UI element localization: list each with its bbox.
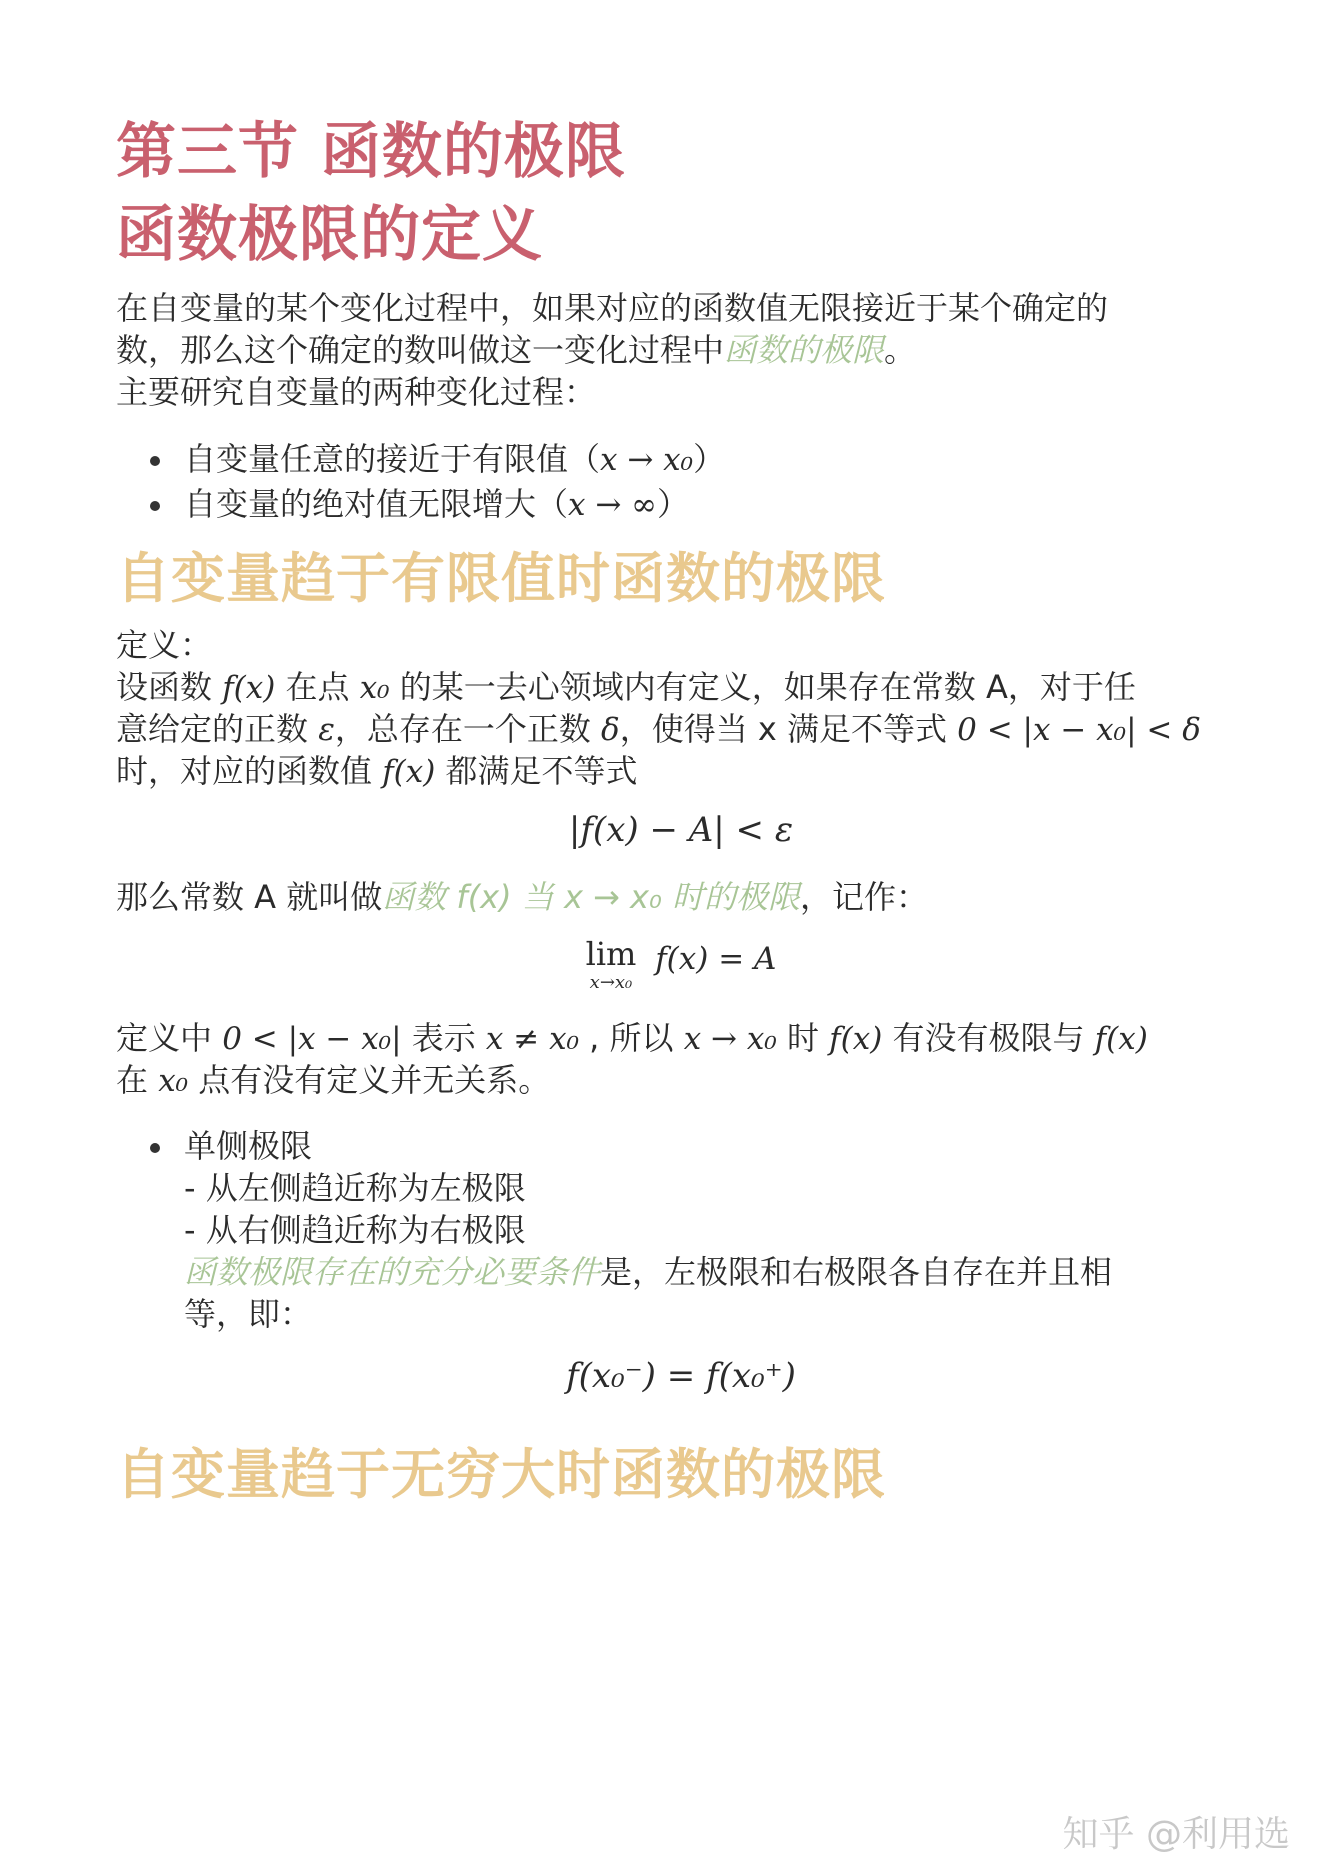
note-line-2: 在 x₀ 点有没有定义并无关系。 bbox=[116, 1061, 551, 1099]
definition-line-3: 时，对应的函数值 f(x) 都满足不等式 bbox=[116, 752, 638, 790]
limit-statement: 那么常数 A 就叫做函数 f(x) 当 x → x₀ 时的极限，记作： bbox=[116, 878, 928, 916]
bullet-icon bbox=[150, 456, 160, 466]
formula-onesided: f(x₀⁻) = f(x₀⁺) bbox=[566, 1356, 796, 1396]
definition-heading: 函数极限的定义 bbox=[116, 200, 543, 270]
formula-inequality: |f(x) − A| < ε bbox=[568, 810, 794, 850]
intro-line-2: 数，那么这个确定的数叫做这一变化过程中函数的极限。 bbox=[116, 331, 917, 369]
highlight-function-limit: 函数的极限 bbox=[724, 331, 885, 369]
definition-line-2: 意给定的正数 ε，总存在一个正数 δ，使得当 x 满足不等式 0 < |x − x₀| < δ bbox=[116, 710, 1201, 748]
note-line-1: 定义中 0 < |x − x₀| 表示 x ≠ x₀ , 所以 x → x₀ 时 f(x) 有没有极限与 f(x) bbox=[116, 1019, 1148, 1057]
onesided-right: - 从右侧趋近称为右极限 bbox=[184, 1211, 526, 1249]
section-title: 第三节 函数的极限 bbox=[116, 117, 626, 187]
finite-value-heading: 自变量趋于有限值时函数的极限 bbox=[116, 547, 886, 610]
condition-line-2: 等，即： bbox=[184, 1295, 313, 1333]
bullet-icon bbox=[150, 501, 160, 511]
intro-line-1: 在自变量的某个变化过程中，如果对应的函数值无限接近于某个确定的 bbox=[116, 289, 1109, 327]
bullet-icon bbox=[150, 1143, 160, 1153]
watermark: 知乎 @利用选 bbox=[1062, 1814, 1290, 1855]
infinity-heading: 自变量趋于无穷大时函数的极限 bbox=[116, 1443, 886, 1506]
onesided-title: 单侧极限 bbox=[184, 1127, 313, 1165]
definition-line-1: 设函数 f(x) 在点 x₀ 的某一去心领域内有定义，如果存在常数 A，对于任 bbox=[116, 668, 1136, 706]
intro-line-3: 主要研究自变量的两种变化过程： bbox=[116, 373, 597, 411]
condition-line-1: 函数极限存在的充分必要条件是，左极限和右极限各自存在并且相 bbox=[184, 1253, 1113, 1291]
onesided-left: - 从左侧趋近称为左极限 bbox=[184, 1169, 526, 1207]
formula-limit: lim x→x₀ f(x) = A bbox=[585, 935, 777, 993]
highlight-necessary-condition: 函数极限存在的充分必要条件 bbox=[184, 1253, 601, 1291]
list-item: 自变量任意的接近于有限值（x → x₀） bbox=[184, 440, 726, 478]
definition-label: 定义： bbox=[116, 626, 213, 664]
list-item: 自变量的绝对值无限增大（x → ∞） bbox=[184, 485, 690, 523]
highlight-limit-definition: 函数 f(x) 当 x → x₀ 时的极限 bbox=[382, 878, 800, 916]
lim-operator: lim x→x₀ bbox=[585, 935, 637, 993]
